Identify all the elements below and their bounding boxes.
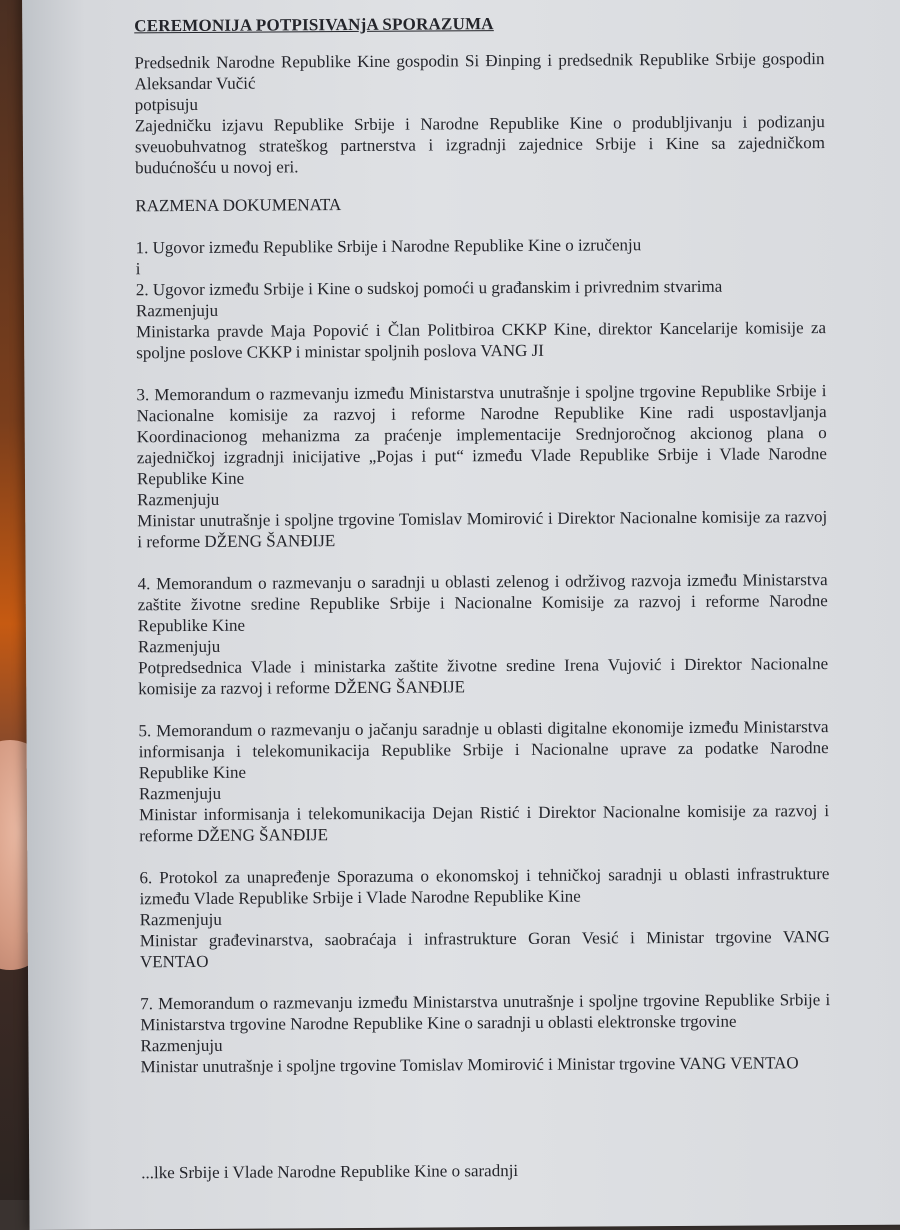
item-text: 2. Ugovor između Srbije i Kine o sudskoj pomoći u građanskim i privrednim stvarima <box>135 276 723 300</box>
list-item <box>140 989 831 1077</box>
cutoff-line: ...lke Srbije i Vlade Narodne Republike Kine o saradnji <box>141 1160 519 1183</box>
item-text: 4. Memorandum o razmevanju o saradnji u oblasti zelenog i održivog razvoja između Ministarstva zaštite životne sredine Republike Srbije i Nacionalne Komisije za razvoj i reforme Narodne Republike Kine <box>137 570 828 636</box>
item-verb: Razmenjuju <box>137 636 221 657</box>
document-title: CEREMONIJA POTPISIVANjA SPORAZUMA <box>134 14 494 36</box>
item-verb: Razmenjuju <box>139 909 222 930</box>
document-body <box>134 3 831 1183</box>
intro-verb: potpisuju <box>134 94 199 115</box>
item-verb: Razmenjuju <box>138 783 222 804</box>
intro-document: Zajedničku izjavu Republike Srbije i Narodne Republike Kine o produbljivanju i podizanju sveuobuhvatnog strateškog partnerstva i izgradnji zajednice Srbije i Kine sa zajedničkom budućnošću u novoj eri. <box>134 112 826 178</box>
intro-parties: Predsednik Narodne Republike Kine gospodin Si Đinping i predsednik Republike Srbije gospodin Aleksandar Vučić <box>134 49 825 94</box>
item-signers: Ministar građevinarstva, saobraćaja i infrastrukture Goran Vesić i Ministar trgovine VANG VENTAO <box>139 927 830 972</box>
intro-block <box>134 48 825 178</box>
item-verb: Razmenjuju <box>135 300 219 321</box>
item-signers: Ministar informisanja i telekomunikacija Dejan Ristić i Direktor Nacionalne komisije za razvoj i reforme DŽENG ŠANĐIJE <box>138 801 830 846</box>
item-signers: Ministar unutrašnje i spoljne trgovine Tomislav Momirović i Direktor Nacionalne komisije za razvoj i reforme DŽENG ŠANĐIJE <box>137 507 828 552</box>
item-text: 1. Ugovor između Republike Srbije i Narodne Republike Kine o izručenju <box>135 235 642 258</box>
item-signers: Ministar unutrašnje i spoljne trgovine Tomislav Momirović i Ministar trgovine VANG VENTAO <box>140 1053 799 1077</box>
item-signers: Potpredsednica Vlade i ministarka zaštite životne sredine Irena Vujović i Direktor Nacionalne komisije za razvoj i reforme DŽENG ŠANĐIJE <box>138 654 829 699</box>
item-text: 3. Memorandum o razmevanju između Ministarstva unutrašnje i spoljne trgovine Republike Srbije i Nacionalne komisije za razvoj i reforme Narodne Republike Kine radi uspostavljanja Koordinacionog mehanizma za praćenje implementacije Srednjoročnog akcionog plana o zajedničkoj izgradnji inicijative „Pojas i put“ između Vlade Republike Srbije i Vlade Narodne Republike Kine <box>136 381 827 489</box>
item-verb: Razmenjuju <box>137 489 220 510</box>
paper-sheet <box>22 0 900 1230</box>
list-item <box>138 716 829 846</box>
list-item <box>139 863 830 972</box>
section-heading: RAZMENA DOKUMENATA <box>135 195 342 216</box>
item-text: 6. Protokol za unapređenje Sporazuma o ekonomskoj i tehničkoj saradnji u oblasti infrastrukture između Vlade Republike Srbije i Vlade Narodne Republike Kine <box>139 864 830 909</box>
list-item <box>138 569 829 699</box>
item-signers: Ministarka pravde Maja Popović i Član Politbiroa CKKP Kine, direktor Kancelarije komisije za spoljne poslove CKKP i ministar spoljnih poslova VANG JI <box>136 318 827 363</box>
item-verb: Razmenjuju <box>140 1035 223 1056</box>
item-conjunction: i <box>135 259 141 279</box>
list-item <box>136 380 827 552</box>
item-text: 5. Memorandum o razmevanju o jačanju saradnje u oblasti digitalne ekonomije između Ministarstva informisanja i telekomunikacija Republike Srbije i Nacionalne uprave za podatke Narodne Republike Kine <box>138 717 829 783</box>
list-item <box>136 233 827 363</box>
item-text: 7. Memorandum o razmevanju između Ministarstva unutrašnje i spoljne trgovine Republike Srbije i Ministarstva trgovine Narodne Republike Kine o saradnji u oblasti elektronske trgovine <box>140 990 831 1035</box>
